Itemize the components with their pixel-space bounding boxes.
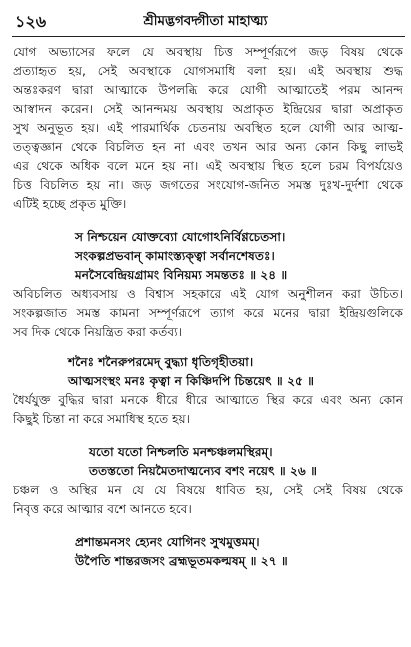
verse-24 (13, 228, 403, 285)
verse-27 (13, 533, 403, 571)
text-line: আস্বাদন করেন। সেই আনন্দময় অবস্থায় অপ্রাকৃত ইন্দ্রিয়ের দ্বারা অপ্রাকৃত (13, 102, 403, 116)
paragraph-commentary-3 (13, 391, 403, 429)
verse-line: উপৈতি শান্তরজসং ব্রহ্মভূতমকল্মষম্ ॥ ২৭ ॥ (75, 554, 288, 568)
text-line: তত্ত্বজ্ঞান থেকে বিচলিত হন না এবং তখন আর অন্য কোন কিছু লাভই (13, 140, 403, 154)
text-line: এটিই হচ্ছে প্রকৃত মুক্তি। (13, 197, 127, 211)
paragraph-commentary-1 (13, 43, 403, 214)
verse-line: ততস্ততো নিয়মৈতদাত্মন্যেব বশং নয়েৎ ॥ ২৬ ॥ (89, 464, 317, 478)
text-line: সুখ অনুভূত হয়। এই পারমার্থিক চেতনায় অবস্থিত হলে যোগী আর আত্ম- (13, 121, 403, 135)
verse-line: মনসৈবেন্দ্রিয়গ্রামং বিনিয়ম্য সমন্ততঃ ॥ ২৪ ॥ (75, 268, 288, 282)
text-line: অবিচলিত অধ্যবসায় ও বিশ্বাস সহকারে এই যোগ অনুশীলন করা উচিত। (13, 287, 403, 301)
text-line: এর থেকে অধিক বলে মনে হয় না। এই অবস্থায় স্থিত হলে চরম বিপর্যয়েও (13, 159, 403, 173)
header-rule (12, 36, 405, 37)
text-line: প্রত্যাহৃত হয়, সেই অবস্থাকে যোগসমাধি বলা হয়। এই অবস্থায় শুদ্ধ (13, 64, 403, 78)
verse-line: আত্মসংস্থং মনঃ কৃত্বা ন কিঞ্চিদপি চিন্তয়েৎ ॥ ২৫ ॥ (68, 374, 315, 388)
text-line: সংকল্পজাত সমস্ত কামনা সম্পূর্ণরূপে ত্যাগ করে মনের দ্বারা ইন্দ্রিয়গুলিকে (13, 306, 403, 320)
paragraph-commentary-4 (13, 481, 403, 519)
page-number: ১২৬ (15, 12, 47, 31)
verse-line: শনৈঃ শনৈরুপরমেদ্ বুদ্ধ্যা ধৃতিগৃহীতয়া। (68, 355, 254, 369)
verse-line: স নিশ্চয়েন যোক্তব্যো যোগোঽনির্বিণ্ণচেতসা। (75, 230, 286, 244)
verse-line: প্রশান্তমনসং হ্যেনং যোগিনং সুখমুত্তমম্। (75, 535, 260, 549)
paragraph-commentary-2 (13, 285, 403, 342)
text-line: কিছুই চিন্তা না করে সমাধিস্থ হতে হয়। (13, 412, 191, 426)
verse-25 (13, 353, 403, 391)
text-line: চঞ্চল ও অস্থির মন যে যে বিষয়ে ধাবিত হয়, সেই সেই বিষয় থেকে (13, 483, 403, 497)
verse-line: যতো যতো নিশ্চলতি মনশ্চঞ্চলমস্থিরম্। (89, 445, 273, 459)
text-line: চিত্ত বিচলিত হয় না। জড় জগতের সংযোগ-জনিত সমস্ত দুঃখ-দুর্দশা থেকে (13, 178, 403, 192)
text-line: যোগ অভ্যাসের ফলে যে অবস্থায় চিত্ত সম্পূর্ণরূপে জড় বিষয় থেকে (13, 45, 403, 59)
verse-line: সংকল্পপ্রভবান্ কামাংস্ত্যক্ত্বা সর্বানশেষতঃ। (75, 249, 275, 263)
text-line: সব দিক থেকে নিয়ন্ত্রিত করা কর্তব্য। (13, 325, 183, 339)
text-line: নিবৃত্ত করে আত্মার বশে আনতে হবে। (13, 502, 192, 516)
text-line: অন্তঃকরণ দ্বারা আত্মাকে উপলব্ধি করে যোগী আত্মাতেই পরম আনন্দ (13, 83, 403, 97)
page-body (13, 43, 403, 571)
running-title: শ্রীমদ্ভগবদ্গীতা মাহাত্ম্য (143, 13, 268, 29)
verse-26 (13, 443, 403, 481)
text-line: ধৈর্যযুক্ত বুদ্ধির দ্বারা মনকে ধীরে ধীরে আত্মাতে স্থির করে এবং অন্য কোন (13, 393, 403, 407)
page-header (0, 0, 411, 40)
